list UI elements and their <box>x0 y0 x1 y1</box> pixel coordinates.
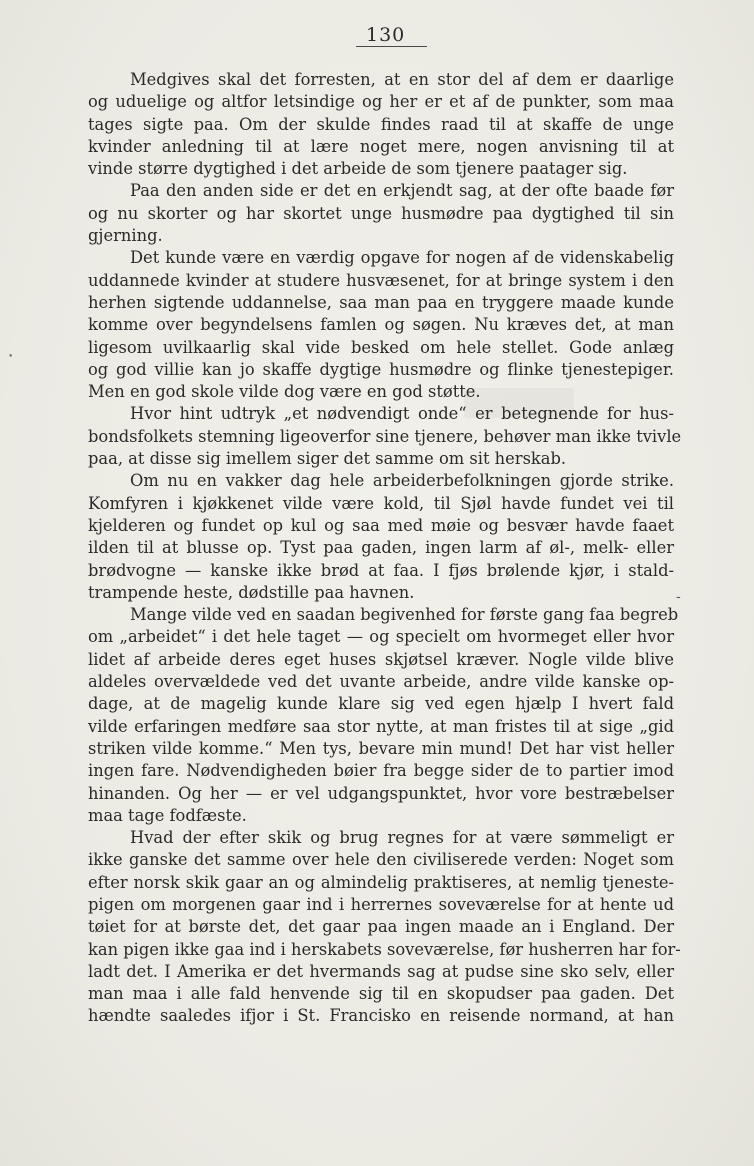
text-line: vilde erfaringen medføre saa stor nytte, at man fristes til at sige „gid <box>88 716 674 736</box>
text-line: pigen om morgenen gaar ind i herrernes soveværelse for at hente ud <box>88 894 674 914</box>
text-line: paa, at disse sig imellem siger det samme om sit herskab. <box>88 449 567 469</box>
text-line: gjerning. <box>88 226 163 246</box>
text-line: Om nu en vakker dag hele arbeiderbefolkningen gjorde strike. <box>130 471 674 491</box>
text-line: herhen sigtende uddannelse, saa man paa en tryggere maade kunde <box>88 292 674 312</box>
text-line: maa tage fodfæste. <box>88 805 247 825</box>
text-line: Hvad der efter skik og brug regnes for at være sømmeligt er <box>130 828 674 848</box>
text-line: kjelderen og fundet op kul og saa med møie og besvær havde faaet <box>88 515 674 535</box>
text-line: Paa den anden side er det en erkjendt sag, at der ofte baade før <box>130 181 674 201</box>
text-line: brødvogne — kanske ikke brød at faa. I fjøs brølende kjør, i stald- <box>88 560 674 580</box>
text-line: uddannede kvinder at studere husvæsenet, for at bringe system i den <box>88 270 674 290</box>
text-line: om „arbeidet“ i det hele taget — og specielt om hvormeget eller hvor <box>88 627 674 647</box>
text-line: dage, at de magelig kunde klare sig ved egen hjælp I hvert fald <box>88 694 674 714</box>
text-line: tages sigte paa. Om der skulde findes raad til at skaffe de unge <box>88 114 674 134</box>
text-line: og god villie kan jo skaffe dygtige husmødre og flinke tjenestepiger. <box>88 359 674 379</box>
text-line: kan pigen ikke gaa ind i herskabets soveværelse, før husherren har for- <box>88 939 681 959</box>
text-line: Medgives skal det forresten, at en stor del af dem er daarlige <box>130 70 674 89</box>
text-line: ingen fare. Nødvendigheden bøier fra begge sider de to partier imod <box>88 761 674 781</box>
text-line: ligesom uvilkaarlig skal vide besked om hele stellet. Gode anlæg <box>88 337 674 357</box>
text-line: tøiet for at børste det, det gaar paa ingen maade an i England. Der <box>88 917 674 937</box>
text-line: Hvor hint udtryk „et nødvendigt onde“ er betegnende for hus- <box>130 404 674 424</box>
text-line: hinanden. Og her — er vel udgangspunktet, hvor vore bestræbelser <box>88 783 674 803</box>
text-line: kvinder anledning til at lære noget mere, nogen anvisning til at <box>88 136 674 156</box>
text-line: ladt det. I Amerika er det hvermands sag at pudse sine sko selv, eller <box>88 961 674 981</box>
text-line: Mange vilde ved en saadan begivenhed for første gang faa begreb <box>130 605 679 625</box>
text-line: man maa i alle fald henvende sig til en skopudser paa gaden. Det <box>88 984 674 1004</box>
text-line: Det kunde være en værdig opgave for nogen af de videnskabelig <box>130 248 674 268</box>
text-line: ikke ganske det samme over hele den civiliserede verden: Noget som <box>88 850 674 870</box>
margin-mark: • <box>8 352 14 362</box>
header-rule <box>356 46 427 47</box>
text-line: og nu skorter og har skortet unge husmødre paa dygtighed til sin <box>88 203 674 223</box>
text-line: striken vilde komme.“ Men tys, bevare min mund! Det har vist heller <box>88 738 674 758</box>
text-line: trampende heste, dødstille paa havnen. <box>88 582 415 602</box>
text-line: ilden til at blusse op. Tyst paa gaden, ingen larm af øl-, melk- eller <box>88 538 674 558</box>
text-line: komme over begyndelsens famlen og søgen. Nu kræves det, at man <box>88 315 674 335</box>
text-line: og uduelige og altfor letsindige og her er et af de punkter, som maa <box>88 92 674 112</box>
text-line: aldeles overvældede ved det uvante arbeide, andre vilde kanske op- <box>88 672 674 692</box>
text-line: vinde større dygtighed i det arbeide de som tjenere paatager sig. <box>88 159 628 179</box>
stray-dash: - <box>676 589 681 605</box>
text-line: bondsfolkets stemning ligeoverfor sine tjenere, behøver man ikke tvivle <box>88 426 682 446</box>
text-line: lidet af arbeide deres eget huses skjøtsel kræver. Nogle vilde blive <box>88 649 674 669</box>
text-line: Men en god skole vilde dog være en god støtte. <box>88 382 481 402</box>
text-line: Komfyren i kjøkkenet vilde være kold, til Sjøl havde fundet vei til <box>88 493 674 513</box>
page-number: 130 <box>366 24 406 46</box>
body-text <box>88 69 682 1028</box>
text-line: hændte saaledes ifjor i St. Francisko en reisende normand, at han <box>88 1006 674 1026</box>
text-line: efter norsk skik gaar an og almindelig praktiseres, at nemlig tjeneste- <box>88 872 674 892</box>
